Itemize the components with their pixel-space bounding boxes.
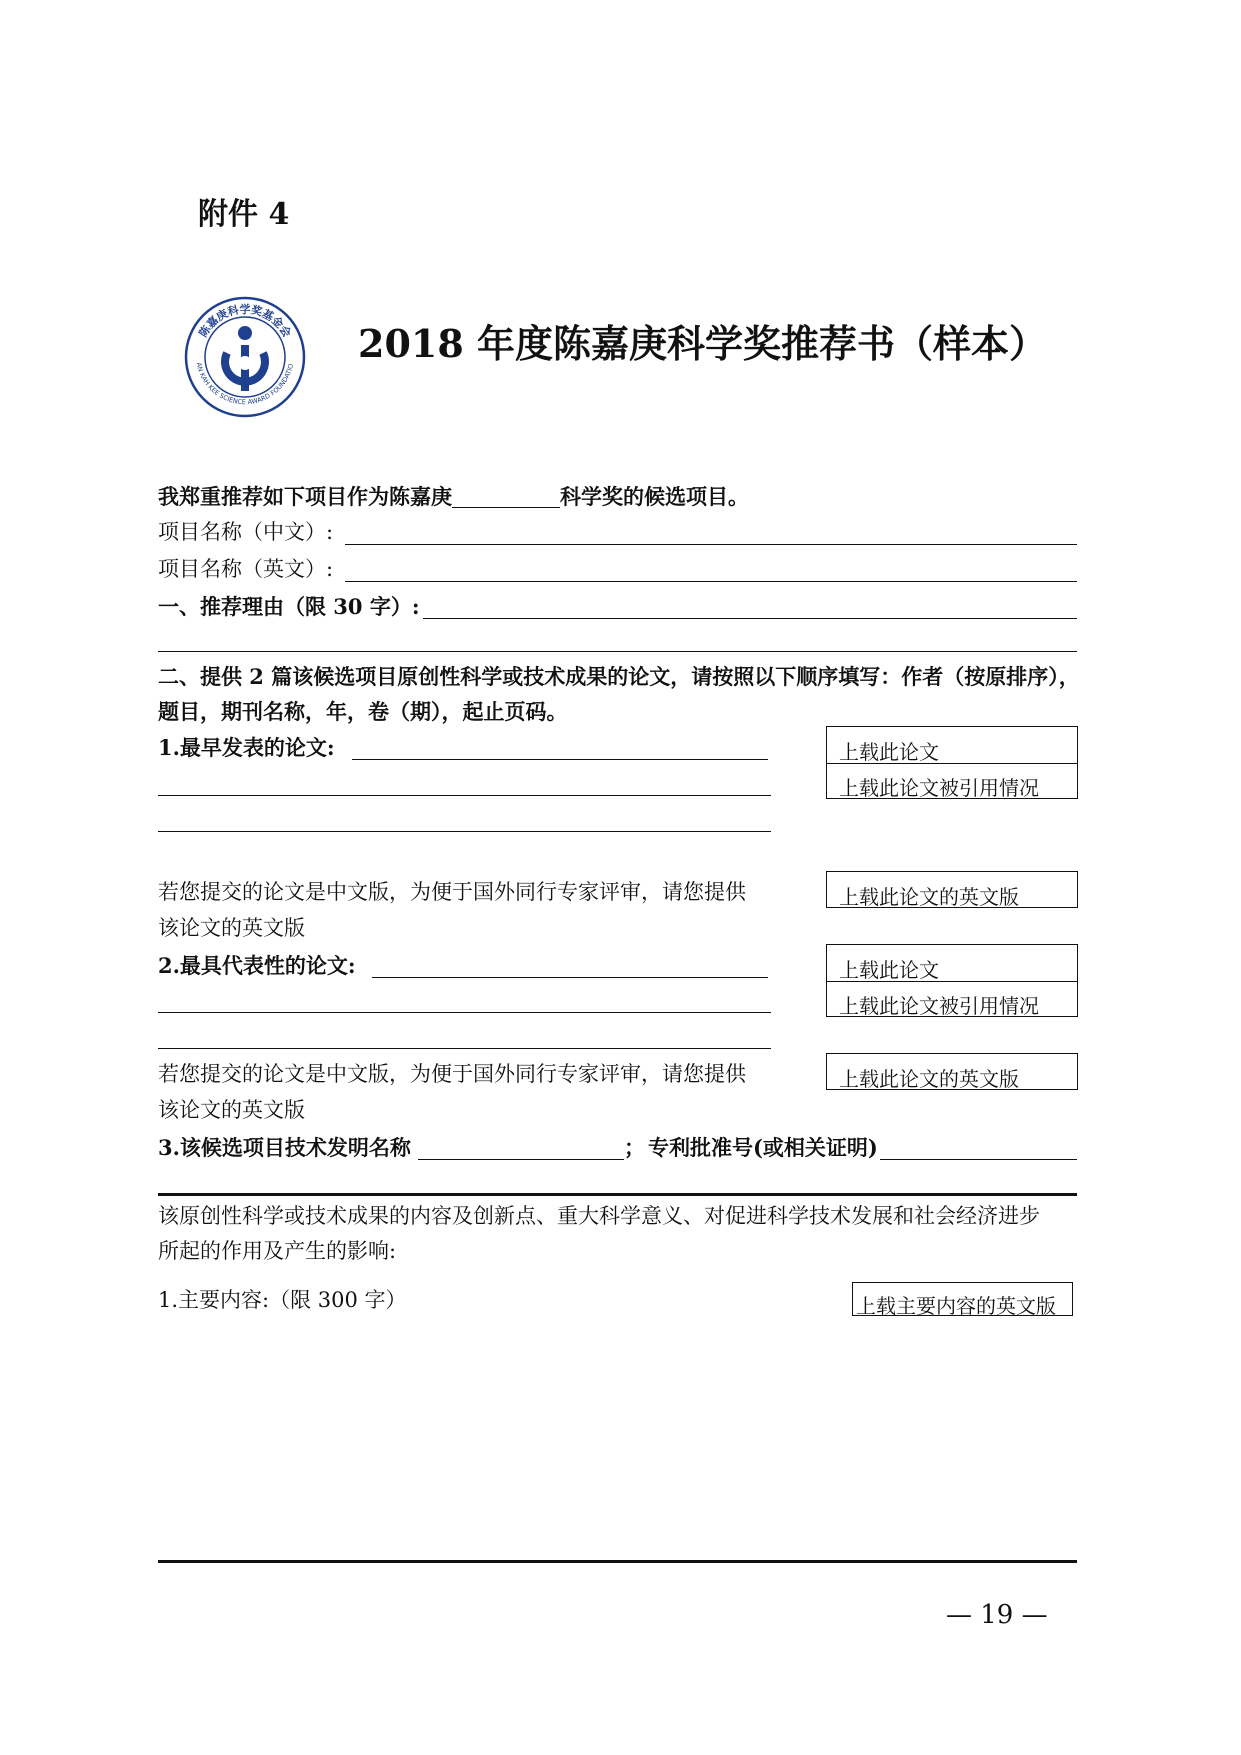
intro-before: 我郑重推荐如下项目作为陈嘉庚 bbox=[158, 484, 452, 509]
upload-paper1-citation-button[interactable]: 上载此论文被引用情况 bbox=[839, 776, 1039, 800]
invention-label: 3.该候选项目技术发明名称 bbox=[158, 1135, 411, 1160]
bottom-divider bbox=[158, 1560, 1077, 1563]
section-divider bbox=[158, 1193, 1077, 1196]
intro-after: 科学奖的候选项目。 bbox=[560, 484, 749, 509]
paper1-upload-group bbox=[826, 726, 1078, 799]
reason-input-line-2[interactable] bbox=[158, 651, 1077, 652]
page-number: — 19 — bbox=[946, 1600, 1048, 1630]
paper1-note-line2: 该论文的英文版 bbox=[158, 916, 305, 940]
page-title: 2018 年度陈嘉庚科学奖推荐书（样本） bbox=[358, 321, 1047, 366]
patent-number-input[interactable] bbox=[880, 1159, 1077, 1160]
content-description-line1: 该原创性科学或技术成果的内容及创新点、重大科学意义、对促进科学技术发展和社会经济进步 bbox=[158, 1204, 1040, 1228]
paper2-note-line2: 该论文的英文版 bbox=[158, 1098, 305, 1122]
award-field-input[interactable] bbox=[452, 487, 560, 508]
upload-paper2-button[interactable]: 上载此论文 bbox=[839, 958, 939, 982]
paper2-input[interactable] bbox=[372, 977, 768, 978]
foundation-seal-icon bbox=[183, 295, 307, 419]
paper1-label: 1.最早发表的论文: bbox=[158, 735, 335, 760]
name-cn-label: 项目名称（中文）: bbox=[158, 520, 334, 544]
paper2-upload-group bbox=[826, 944, 1078, 1017]
section2-instructions-line1: 二、提供 2 篇该候选项目原创性科学或技术成果的论文，请按照以下顺序填写：作者（按原排序）， bbox=[158, 664, 1080, 689]
paper2-label: 2.最具代表性的论文: bbox=[158, 953, 356, 978]
name-en-label: 项目名称（英文）: bbox=[158, 557, 334, 581]
main-content-textarea[interactable] bbox=[158, 1330, 1077, 1550]
main-content-label: 1.主要内容:（限 300 字） bbox=[158, 1288, 407, 1312]
paper1-input-line-2[interactable] bbox=[158, 795, 771, 796]
paper1-input-line-3[interactable] bbox=[158, 831, 771, 832]
reason-label: 一、推荐理由（限 30 字）: bbox=[158, 594, 420, 619]
upload-main-english-button[interactable]: 上载主要内容的英文版 bbox=[856, 1294, 1056, 1318]
upload-paper1-english-button[interactable]: 上载此论文的英文版 bbox=[839, 885, 1019, 909]
upload-paper1-english-box bbox=[826, 871, 1078, 908]
invention-name-input[interactable] bbox=[418, 1159, 624, 1160]
section2-instructions-line2: 题目，期刊名称，年，卷（期），起止页码。 bbox=[158, 699, 568, 724]
name-en-input[interactable] bbox=[345, 581, 1077, 582]
paper2-note-line1: 若您提交的论文是中文版，为便于国外同行专家评审，请您提供 bbox=[158, 1062, 746, 1086]
intro-sentence bbox=[158, 486, 749, 508]
logo-ring-text-en: AN KAH KEE SCIENCE AWARD FOUNDATIO bbox=[194, 361, 296, 407]
upload-main-english-box bbox=[852, 1282, 1073, 1316]
paper2-input-line-3[interactable] bbox=[158, 1048, 771, 1049]
patent-label: 专利批准号(或相关证明) bbox=[648, 1135, 878, 1160]
upload-paper2-citation-button[interactable]: 上载此论文被引用情况 bbox=[839, 994, 1039, 1018]
logo-ring-text-cn: 陈嘉庚科学奖基金会 bbox=[196, 303, 294, 340]
foundation-logo bbox=[183, 295, 307, 419]
name-cn-input[interactable] bbox=[345, 544, 1077, 545]
upload-paper1-button[interactable]: 上载此论文 bbox=[839, 740, 939, 764]
attachment-label: 附件 4 bbox=[198, 197, 290, 232]
divider bbox=[827, 763, 1077, 764]
upload-paper2-english-box bbox=[826, 1053, 1078, 1090]
content-description-line2: 所起的作用及产生的影响: bbox=[158, 1239, 397, 1263]
invention-separator: ； bbox=[624, 1135, 645, 1160]
divider bbox=[827, 981, 1077, 982]
reason-input[interactable] bbox=[423, 618, 1077, 619]
paper2-input-line-2[interactable] bbox=[158, 1012, 771, 1013]
paper1-input[interactable] bbox=[352, 759, 768, 760]
paper1-note-line1: 若您提交的论文是中文版，为便于国外同行专家评审，请您提供 bbox=[158, 880, 746, 904]
upload-paper2-english-button[interactable]: 上载此论文的英文版 bbox=[839, 1067, 1019, 1091]
